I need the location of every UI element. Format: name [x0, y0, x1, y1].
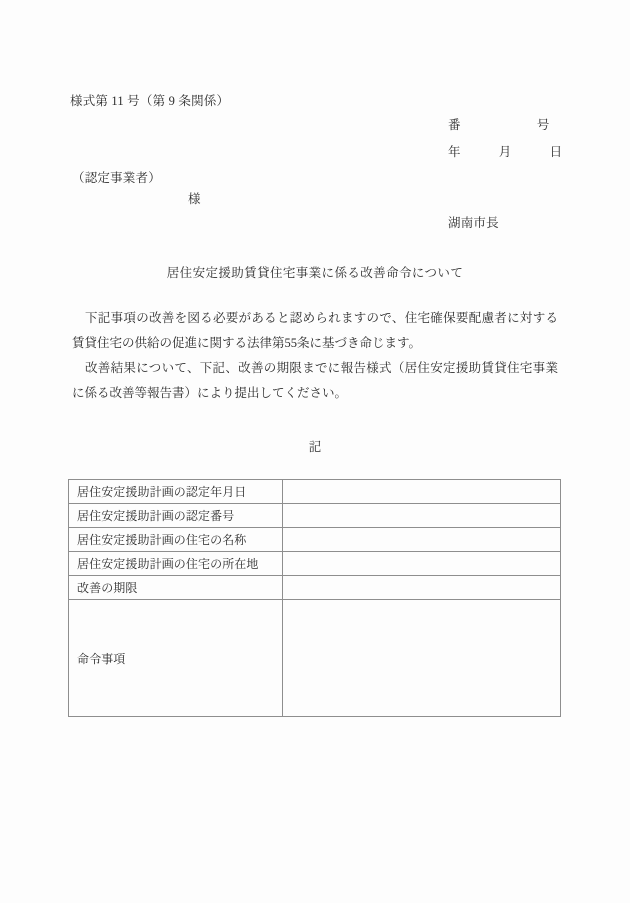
form-number: 様式第 11 号（第 9 条関係）: [70, 94, 230, 108]
row-value[interactable]: [283, 504, 561, 528]
table-row: [69, 480, 561, 504]
row-value[interactable]: [283, 528, 561, 552]
row-value[interactable]: [283, 480, 561, 504]
row-label: 居住安定援助計画の住宅の名称: [69, 528, 283, 552]
row-value[interactable]: [283, 552, 561, 576]
row-label: 居住安定援助計画の認定番号: [69, 504, 283, 528]
row-value[interactable]: [283, 600, 561, 717]
order-details-table: [68, 479, 561, 717]
row-label: 居住安定援助計画の住宅の所在地: [69, 552, 283, 576]
register-number-line: 番 号: [448, 118, 550, 132]
table-row: [69, 528, 561, 552]
row-label: 命令事項: [69, 600, 283, 717]
body-paragraph-2: 改善結果について、下記、改善の期限までに報告様式（居住安定援助賃貸住宅事業に係る改善等報告書）により提出してください。: [72, 361, 558, 400]
addressee-label: （認定事業者）: [72, 171, 161, 185]
document-title: 居住安定援助賃貸住宅事業に係る改善命令について: [166, 266, 464, 280]
register-date-line: 年 月 日: [448, 145, 563, 159]
row-value[interactable]: [283, 576, 561, 600]
body-text: [72, 306, 558, 406]
table-row: [69, 552, 561, 576]
row-label: 居住安定援助計画の認定年月日: [69, 480, 283, 504]
body-paragraph-1: 下記事項の改善を図る必要があると認められますので、住宅確保要配慮者に対する賃貸住宅の供給の促進に関する法律第55条に基づき命じます。: [72, 311, 558, 350]
issuer-name: 湖南市長: [448, 216, 499, 230]
table-row: [69, 576, 561, 600]
row-label: 改善の期限: [69, 576, 283, 600]
addressee-honorific: 様: [188, 192, 201, 206]
ki-mark: 記: [308, 440, 322, 454]
table-row: [69, 504, 561, 528]
table-row: [69, 600, 561, 717]
